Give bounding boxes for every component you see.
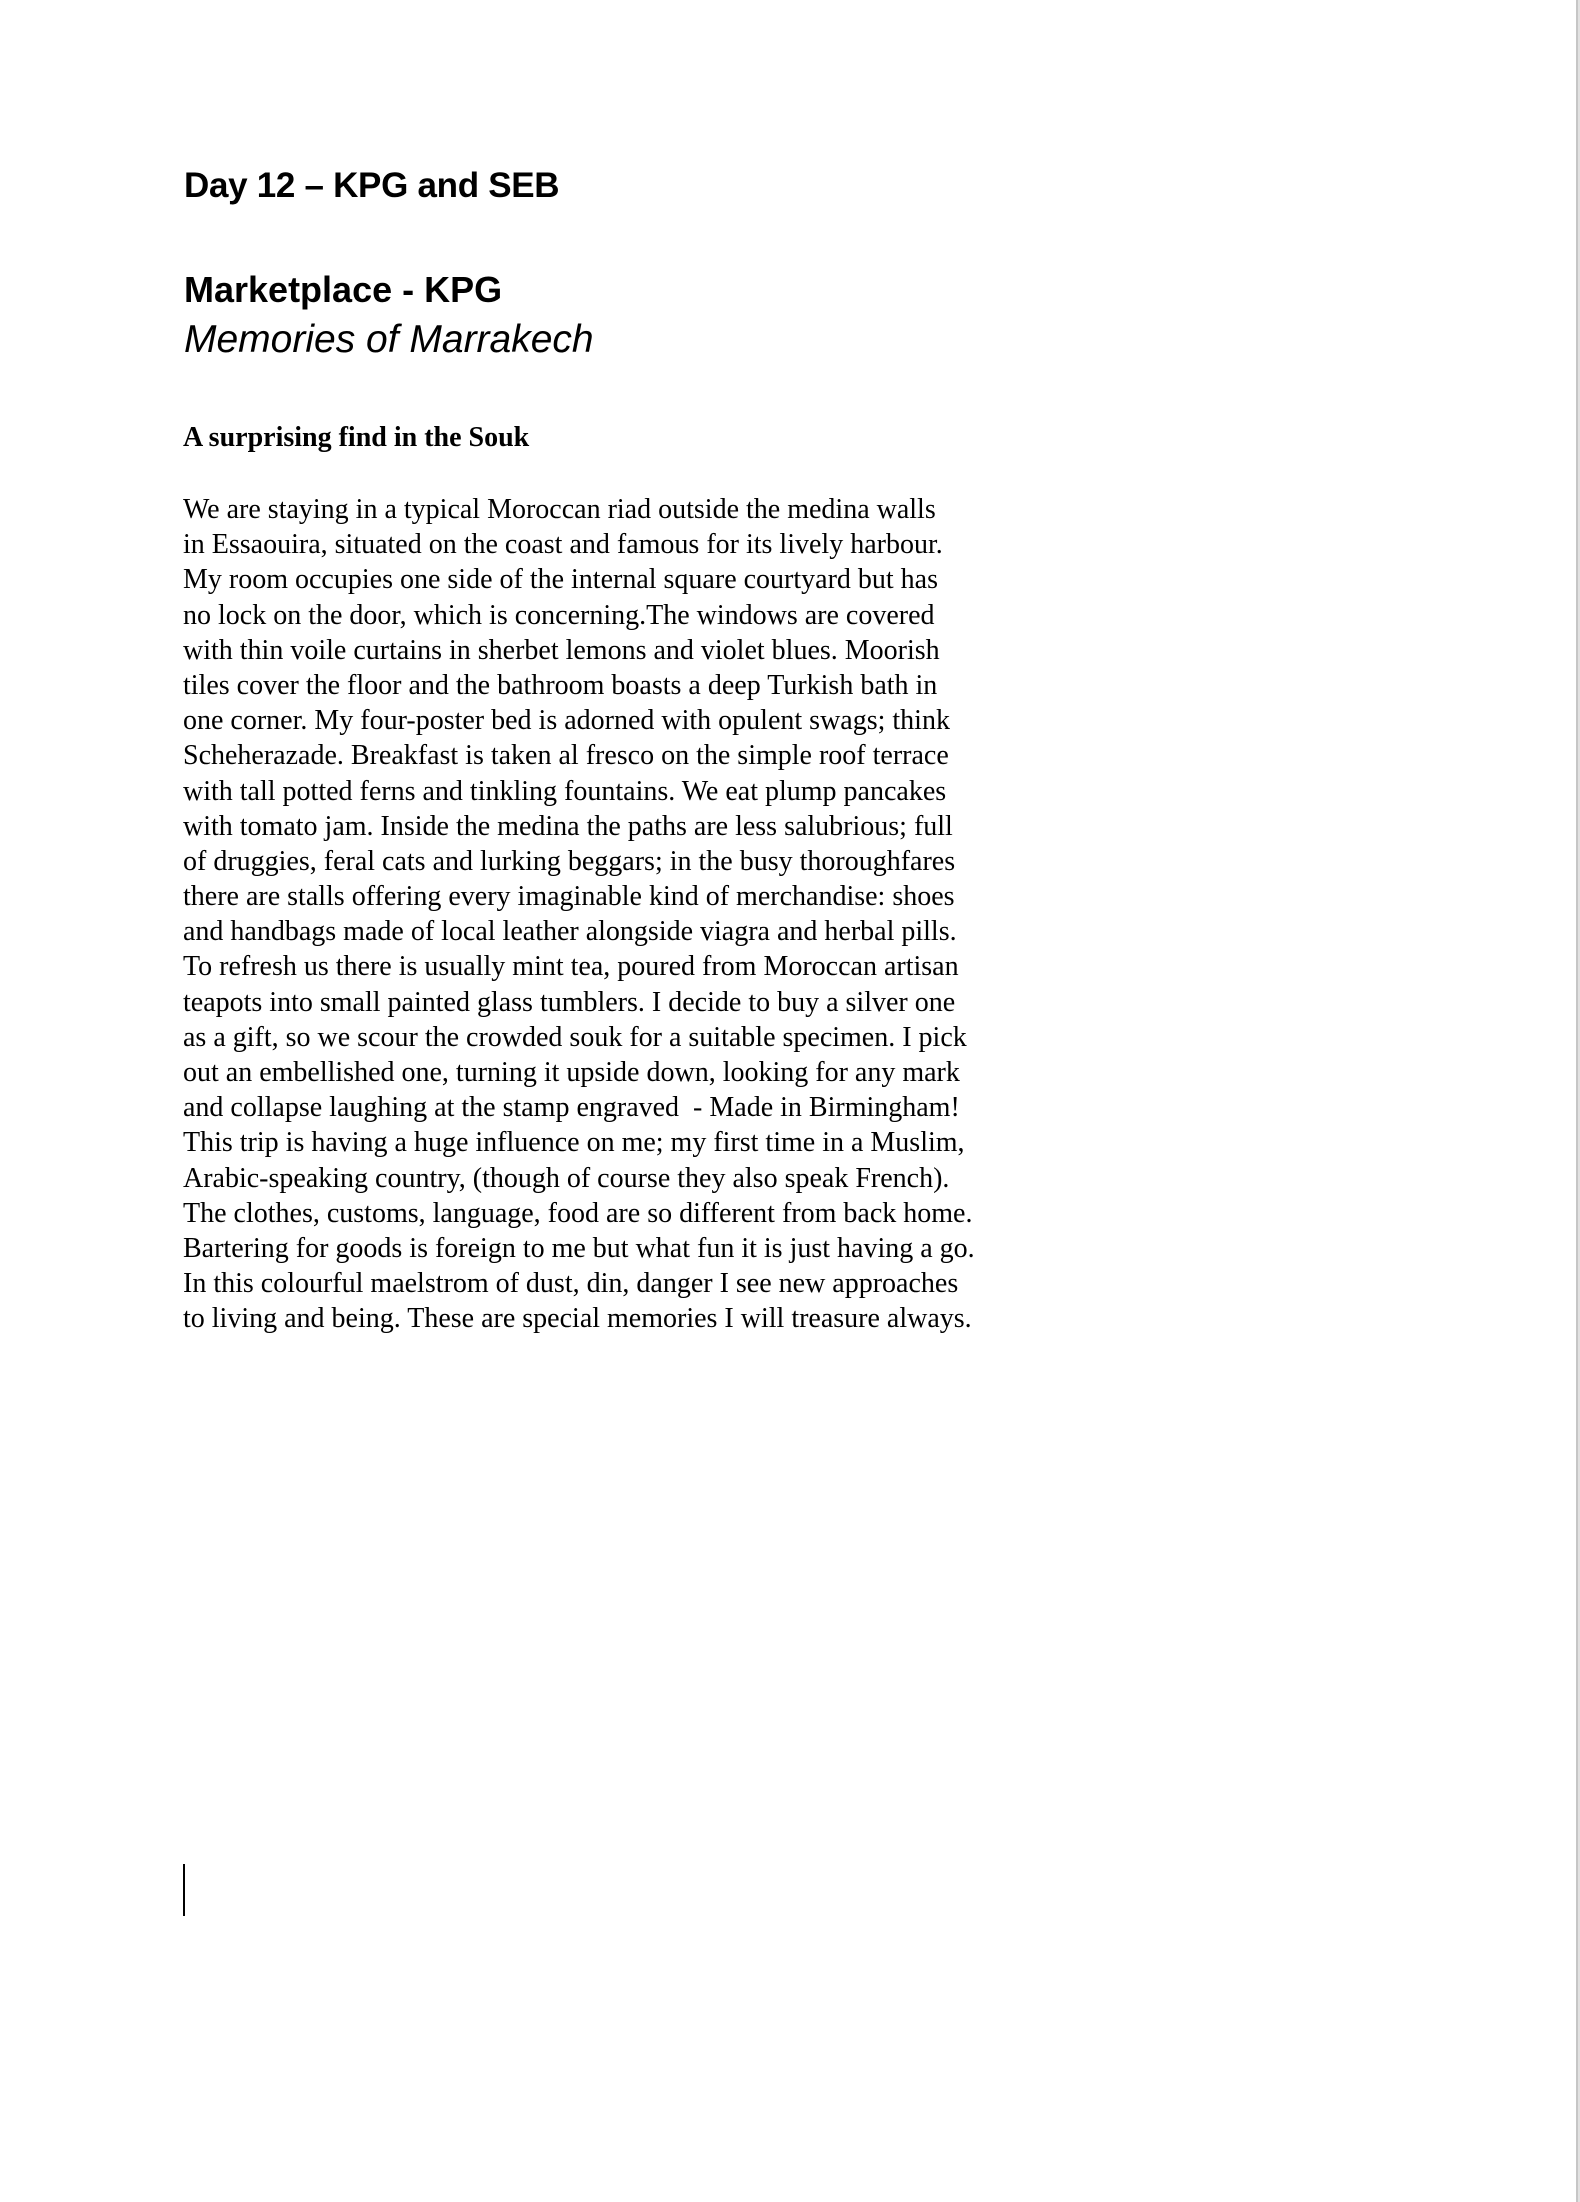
body-line: Bartering for goods is foreign to me but what fun it is just having a go. — [183, 1232, 975, 1264]
document-title: Day 12 – KPG and SEB — [184, 166, 560, 205]
body-line: there are stalls offering every imaginable kind of merchandise: shoes — [183, 881, 955, 913]
body-line: and collapse laughing at the stamp engraved - Made in Birmingham! — [183, 1092, 960, 1124]
body-line: in Essaouira, situated on the coast and famous for its lively harbour. — [183, 529, 943, 561]
body-line: We are staying in a typical Moroccan riad outside the medina walls — [183, 494, 936, 525]
body-line: with thin voile curtains in sherbet lemons and violet blues. Moorish — [183, 634, 940, 666]
body-line: teapots into small painted glass tumblers. I decide to buy a silver one — [183, 986, 956, 1018]
piece-subtitle: Memories of Marrakech — [184, 318, 594, 361]
piece-title: Marketplace - KPG — [184, 269, 503, 310]
body-line: Arabic-speaking country, (though of course they also speak French). — [183, 1162, 950, 1194]
body-line: To refresh us there is usually mint tea, poured from Moroccan artisan — [183, 951, 959, 983]
text-cursor — [183, 1864, 185, 1916]
section-heading: A surprising find in the Souk — [183, 422, 530, 453]
body-line: with tomato jam. Inside the medina the paths are less salubrious; full — [183, 810, 953, 842]
body-paragraph — [183, 492, 975, 1337]
body-line: Scheherazade. Breakfast is taken al fresco on the simple roof terrace — [183, 740, 949, 772]
body-line: as a gift, so we scour the crowded souk for a suitable specimen. I pick — [183, 1021, 967, 1053]
body-line: In this colourful maelstrom of dust, din, danger I see new approaches — [183, 1268, 959, 1300]
body-line: one corner. My four-poster bed is adorned with opulent swags; think — [183, 705, 950, 737]
body-line: out an embellished one, turning it upside down, looking for any mark — [183, 1057, 960, 1088]
body-line: with tall potted ferns and tinkling fountains. We eat plump pancakes — [183, 775, 947, 807]
body-line: My room occupies one side of the internal square courtyard but has — [183, 564, 939, 596]
body-line: tiles cover the floor and the bathroom boasts a deep Turkish bath in — [183, 669, 938, 701]
body-line: This trip is having a huge influence on me; my first time in a Muslim, — [183, 1127, 965, 1159]
body-line: to living and being. These are special memories I will treasure always. — [183, 1303, 972, 1335]
body-line: of druggies, feral cats and lurking beggars; in the busy thoroughfares — [183, 845, 956, 877]
body-line: and handbags made of local leather alongside viagra and herbal pills. — [183, 916, 957, 948]
body-line: The clothes, customs, language, food are so different from back home. — [183, 1197, 973, 1229]
body-line: no lock on the door, which is concerning.The windows are covered — [183, 599, 935, 631]
